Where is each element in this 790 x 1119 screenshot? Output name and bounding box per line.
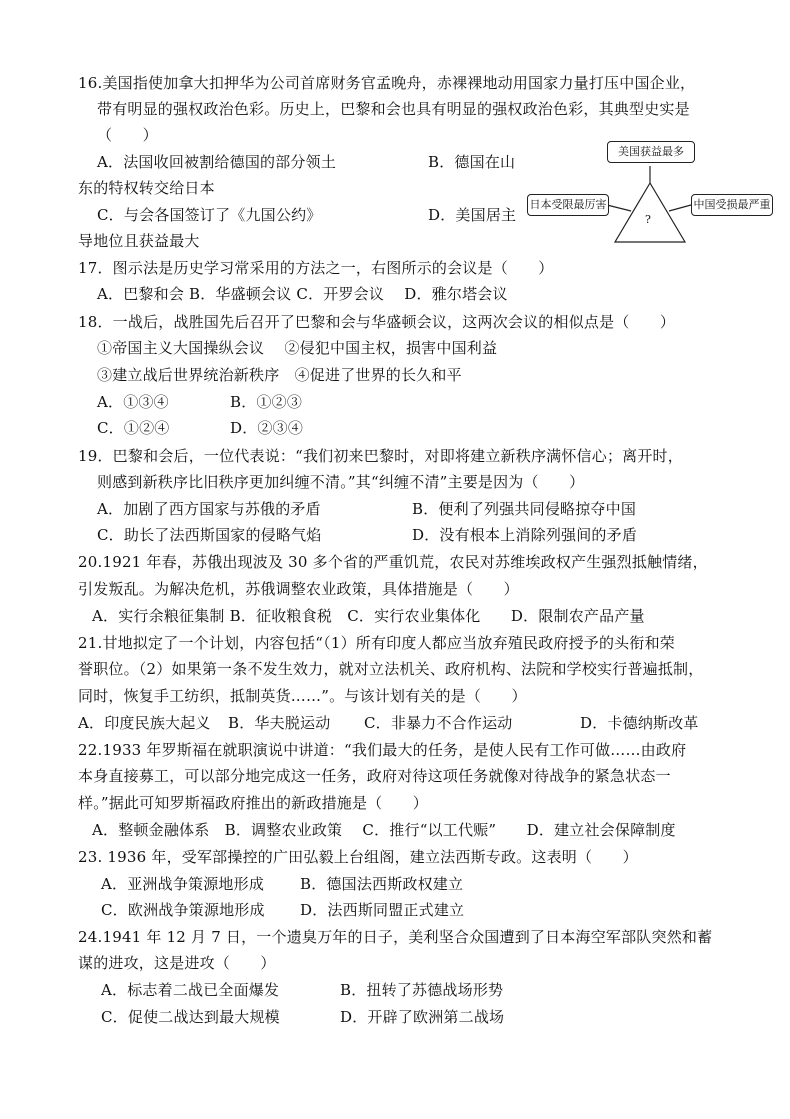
q18-items-1-2: ①帝国主义大国操纵会议 ②侵犯中国主权，损害中国利益 <box>97 339 498 357</box>
q19-option-c: C．助长了法西斯国家的侵略气焰 <box>97 526 322 544</box>
diagram-label-top: 美国获益最多 <box>607 141 695 163</box>
q16-stem-line1: 16.美国指使加拿大扣押华为公司首席财务官孟晚舟，赤裸裸地动用国家力量打压中国企业， <box>78 74 696 92</box>
q19-stem-line2: 则感到新秩序比旧秩序更加纠缠不清。”其“纠缠不清”主要是因为（ ） <box>97 473 585 491</box>
q20-stem-line1: 20.1921 年春，苏俄出现波及 30 多个省的严重饥荒，农民对苏维埃政权产生强烈抵触情绪， <box>78 553 708 571</box>
q21-stem-line3: 同时，恢复手工纺织，抵制英货……”。与该计划有关的是（ ） <box>78 687 527 705</box>
q21-option-c: C．非暴力不合作运动 <box>364 714 513 732</box>
q16-option-b: B．德国在山 <box>428 153 516 171</box>
q19-option-b: B．便利了列强共同侵略掠夺中国 <box>412 500 637 518</box>
q16-option-c: C．与会各国签订了《九国公约》 <box>97 206 322 224</box>
q24-option-b: B．扭转了苏德战场形势 <box>340 981 504 999</box>
q18-option-b: B．①②③ <box>230 393 303 411</box>
diagram-connector-right <box>669 205 691 211</box>
q22-stem-line2: 本身直接募工，可以部分地完成这一任务，政府对待这项任务就像对待战争的紧急状态一 <box>78 767 671 785</box>
diagram-label-left: 日本受限最厉害 <box>527 194 609 216</box>
q23-option-c: C．欧洲战争策源地形成 <box>101 901 265 919</box>
q16-option-d: D．美国居主 <box>428 206 517 224</box>
q18-stem: 18．一战后，战胜国先后召开了巴黎和会与华盛顿会议，这两次会议的相似点是（ ） <box>78 313 676 331</box>
q22-stem-line1: 22.1933 年罗斯福在就职演说中讲道：“我们最大的任务，是使人民有工作可做……由政府 <box>78 741 687 759</box>
q24-option-d: D．开辟了欧洲第二战场 <box>340 1008 505 1026</box>
q16-option-d-cont: 导地位且获益最大 <box>78 232 200 250</box>
q22-options: A．整顿金融体系 B．调整农业政策 C．推行“以工代赈” D．建立社会保障制度 <box>92 821 676 839</box>
diagram-connector-left <box>607 205 631 211</box>
q23-stem: 23. 1936 年，受军部操控的广田弘毅上台组阁，建立法西斯专政。这表明（ ） <box>78 848 638 866</box>
q20-options: A．实行余粮征集制 B．征收粮食税 C．实行农业集体化 D．限制农产品产量 <box>92 607 645 625</box>
q24-option-c: C．促使二战达到最大规模 <box>101 1008 280 1026</box>
q16-blank: （ ） <box>97 126 158 144</box>
q21-option-a: A．印度民族大起义 <box>78 714 211 732</box>
q23-option-d: D．法西斯同盟正式建立 <box>300 901 465 919</box>
q19-option-d: D．没有根本上消除列强间的矛盾 <box>412 526 638 544</box>
q21-stem-line2: 誉职位。（2）如果第一条不发生效力，就对立法机关、政府机构、法院和学校实行普遍抵制， <box>78 660 704 678</box>
q21-option-b: B．华夫脱运动 <box>228 714 331 732</box>
q21-option-d: D．卡德纳斯改革 <box>580 714 699 732</box>
q18-option-d: D．②③④ <box>230 419 304 437</box>
q21-stem-line1: 21.甘地拟定了一个计划，内容包括“（1）所有印度人都应当放弃殖民政府授予的头衔和荣 <box>78 634 675 652</box>
q22-stem-line3: 样。”据此可知罗斯福政府推出的新政措施是（ ） <box>78 794 428 812</box>
diagram-center-mark: ? <box>645 213 651 226</box>
q16-option-a: A．法国收回被割给德国的部分领土 <box>97 153 337 171</box>
q19-option-a: A．加剧了西方国家与苏俄的矛盾 <box>97 500 321 518</box>
q24-stem-line2: 谋的进攻，这是进攻（ ） <box>78 954 276 972</box>
q24-option-a: A．标志着二战已全面爆发 <box>101 981 280 999</box>
q20-stem-line2: 引发叛乱。为解决危机，苏俄调整农业政策，具体措施是（ ） <box>78 580 519 598</box>
q18-option-c: C．①②④ <box>97 419 170 437</box>
q23-option-a: A．亚洲战争策源地形成 <box>101 875 265 893</box>
q16-stem-line2: 带有明显的强权政治色彩。历史上，巴黎和会也具有明显的强权政治色彩，其典型史实是 <box>97 100 690 118</box>
q18-items-3-4: ③建立战后世界统治新秩序 ④促进了世界的长久和平 <box>97 366 462 384</box>
q16-option-b-cont: 东的特权转交给日本 <box>78 179 215 197</box>
q18-option-a: A．①③④ <box>97 393 169 411</box>
diagram-label-right: 中国受损最严重 <box>691 194 773 216</box>
meeting-diagram <box>525 135 775 250</box>
q24-stem-line1: 24.1941 年 12 月 7 日，一个遗臭万年的日子，美利坚合众国遭到了日本海空军部队突然和蓄 <box>78 928 713 946</box>
q17-options: A．巴黎和会 B．华盛顿会议 C．开罗会议 D．雅尔塔会议 <box>97 285 508 303</box>
q17-stem: 17．图示法是历史学习常采用的方法之一，右图所示的会议是（ ） <box>78 259 554 277</box>
q19-stem-line1: 19．巴黎和会后，一位代表说：“我们初来巴黎时，对即将建立新秩序满怀信心；离开时， <box>78 447 683 465</box>
q23-option-b: B．德国法西斯政权建立 <box>300 875 464 893</box>
